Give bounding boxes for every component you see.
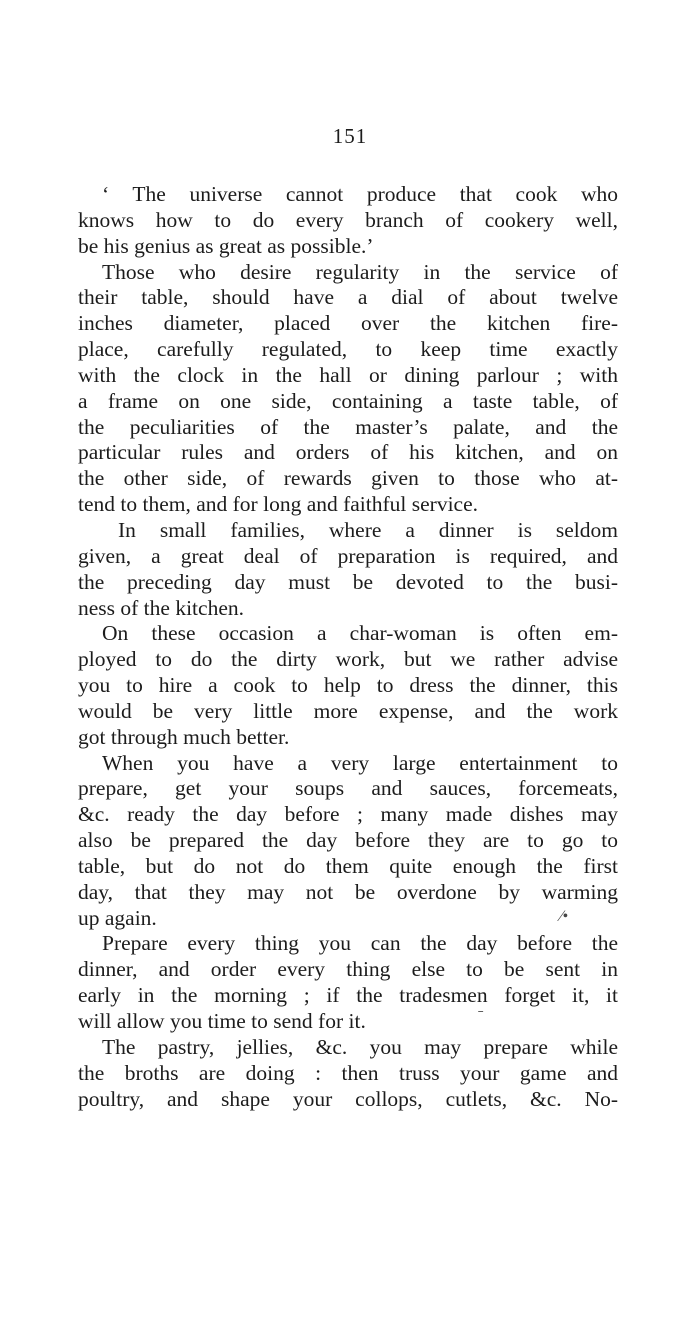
text-line: ployed to do the dirty work, but we rather advise [78,647,618,672]
text-line: be his genius as great as possible.’ [78,233,374,258]
text-line: prepare, get your soups and sauces, forcemeats, [78,776,618,801]
text-line: got through much better. [78,724,290,749]
text-line: day, that they may not be overdone by warming [78,879,618,904]
text-line: tend to them, and for long and faithful service. [78,492,479,517]
text-line: ness of the kitchen. [78,595,244,620]
page-number: 151 [332,124,368,148]
text-line: the preceding day must be devoted to the busi- [78,569,618,594]
text-line: knows how to do every branch of cookery well, [78,207,618,232]
text-line: the peculiarities of the master’s palate, and the [78,414,618,439]
text-line: poultry, and shape your collops, cutlets, &c. No- [78,1086,618,1111]
text-line: &c. ready the day before ; many made dishes may [78,802,618,827]
text-line: On these occasion a char-woman is often em- [102,621,618,646]
text-line: also be prepared the day before they are to go to [78,828,618,853]
text-line: table, but do not do them quite enough the first [78,853,618,878]
text-line: the other side, of rewards given to those who at- [78,466,618,491]
text-line: early in the morning ; if the tradesmen forget it, it [78,983,618,1008]
text-line: Prepare every thing you can the day before the [102,931,618,956]
text-line: would be very little more expense, and the work [78,698,618,723]
text-line: inches diameter, placed over the kitchen fire- [78,311,618,336]
text-line: The pastry, jellies, &c. you may prepare while [102,1034,618,1059]
text-line: When you have a very large entertainment to [102,750,618,775]
text-line: you to hire a cook to help to dress the dinner, this [78,673,618,698]
text-line: the broths are doing : then truss your game and [78,1060,618,1085]
text-line: a frame on one side, containing a taste table, of [78,388,618,413]
text-line: In small families, where a dinner is seldom [118,517,618,542]
body-text [78,182,618,1112]
text-line: will allow you time to send for it. [78,1009,366,1033]
text-line: up again. [78,905,157,930]
text-line: particular rules and orders of his kitchen, and on [78,440,618,465]
text-line: given, a great deal of preparation is required, and [78,543,618,568]
ink-speck: ⁄• [560,908,569,925]
text-line: with the clock in the hall or dining parlour ; with [78,362,618,387]
text-line: place, carefully regulated, to keep time exactly [78,337,618,362]
text-line: their table, should have a dial of about twelve [78,285,618,310]
text-line: ‘ The universe cannot produce that cook who [102,182,618,206]
text-line: dinner, and order every thing else to be sent in [78,957,618,982]
text-line: Those who desire regularity in the service of [102,259,618,284]
ink-speck: ˉ [478,1008,484,1025]
